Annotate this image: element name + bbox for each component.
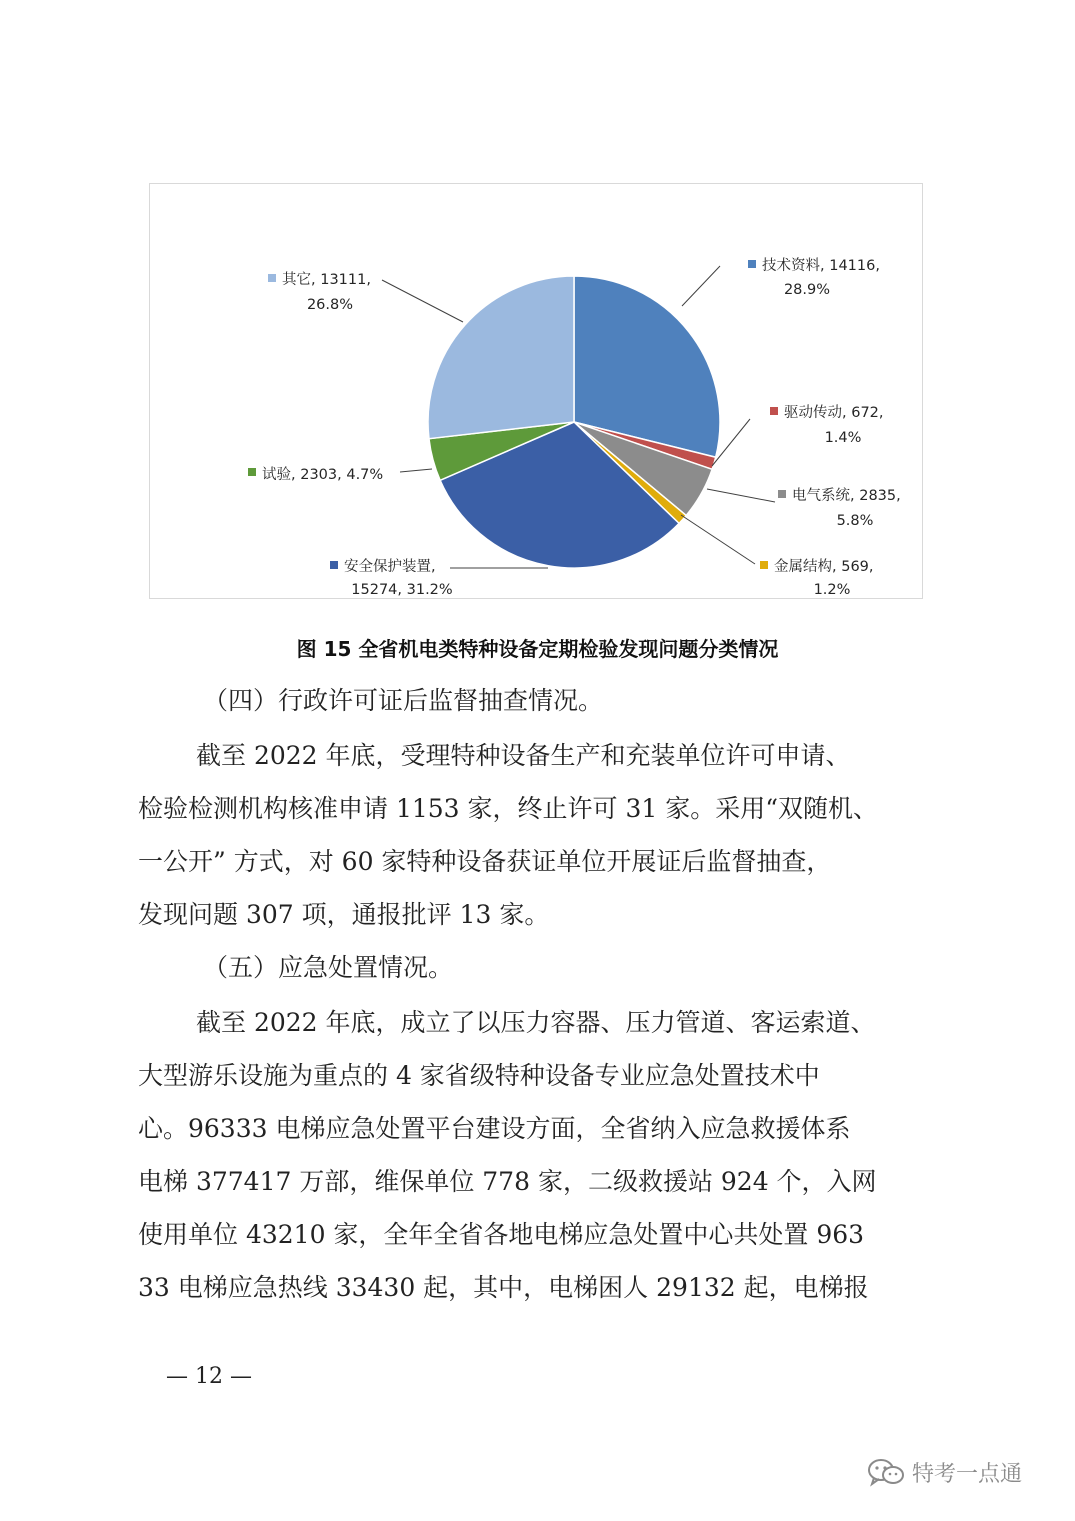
leader-line	[382, 280, 463, 322]
leader-line	[682, 266, 720, 306]
watermark-text: 特考一点通	[912, 1461, 1023, 1487]
text-line: 心。96333 电梯应急处置平台建设方面，全省纳入应急救援体系	[138, 1114, 851, 1143]
text-line: 发现问题 307 项，通报批评 13 家。	[138, 900, 550, 929]
data-label: 驱动传动, 672,	[784, 405, 884, 421]
text-line: 33 电梯应急热线 33430 起，其中，电梯困人 29132 起，电梯报	[138, 1273, 869, 1302]
text-line: 检验检测机构核准申请 1153 家，终止许可 31 家。采用“双随机、	[138, 794, 879, 823]
data-label: 电气系统, 2835,	[792, 488, 901, 504]
text-line: 电梯 377417 万部，维保单位 778 家，二级救援站 924 个，入网	[138, 1167, 877, 1196]
wechat-icon	[866, 1457, 906, 1487]
leader-line	[707, 489, 775, 502]
data-label-percent: 15274, 31.2%	[351, 582, 453, 598]
watermark	[866, 1455, 1022, 1489]
data-label-percent: 1.4%	[824, 430, 862, 446]
legend-marker	[778, 490, 786, 498]
legend-marker	[760, 561, 768, 569]
data-label-percent: 1.2%	[813, 582, 851, 598]
pie-chart	[149, 183, 923, 599]
data-label: 安全保护装置,	[344, 559, 436, 575]
pie-slice-7	[428, 276, 574, 439]
leader-line	[400, 469, 432, 472]
text-line: 一公开” 方式，对 60 家特种设备获证单位开展证后监督抽查，	[138, 847, 832, 876]
text-line: 截至 2022 年底，成立了以压力容器、压力管道、客运索道、	[196, 1008, 876, 1037]
data-label-percent: 26.8%	[306, 297, 354, 313]
text-line: 大型游乐设施为重点的 4 家省级特种设备专业应急处置技术中	[138, 1061, 820, 1090]
data-label: 试验, 2303, 4.7%	[262, 467, 384, 483]
data-label-percent: 28.9%	[783, 282, 831, 298]
data-label: 其它, 13111,	[282, 272, 371, 288]
text-line: 截至 2022 年底，受理特种设备生产和充装单位许可申请、	[196, 741, 851, 770]
page-number: — 12 —	[166, 1364, 252, 1389]
text-line: 使用单位 43210 家，全年全省各地电梯应急处置中心共处置 963	[138, 1220, 865, 1249]
figure-caption: 图 15 全省机电类特种设备定期检验发现问题分类情况	[296, 637, 779, 661]
text-line: （五）应急处置情况。	[203, 953, 454, 982]
legend-marker	[770, 407, 778, 415]
legend-marker	[748, 260, 756, 268]
data-label-percent: 5.8%	[836, 513, 874, 529]
data-label: 技术资料, 14116,	[762, 258, 880, 274]
leader-line	[681, 515, 755, 564]
legend-marker	[268, 274, 276, 282]
pie-chart-svg	[150, 184, 922, 598]
text-line: （四）行政许可证后监督抽查情况。	[203, 686, 604, 715]
data-label: 金属结构, 569,	[774, 559, 874, 575]
legend-marker	[248, 468, 256, 476]
legend-marker	[330, 561, 338, 569]
